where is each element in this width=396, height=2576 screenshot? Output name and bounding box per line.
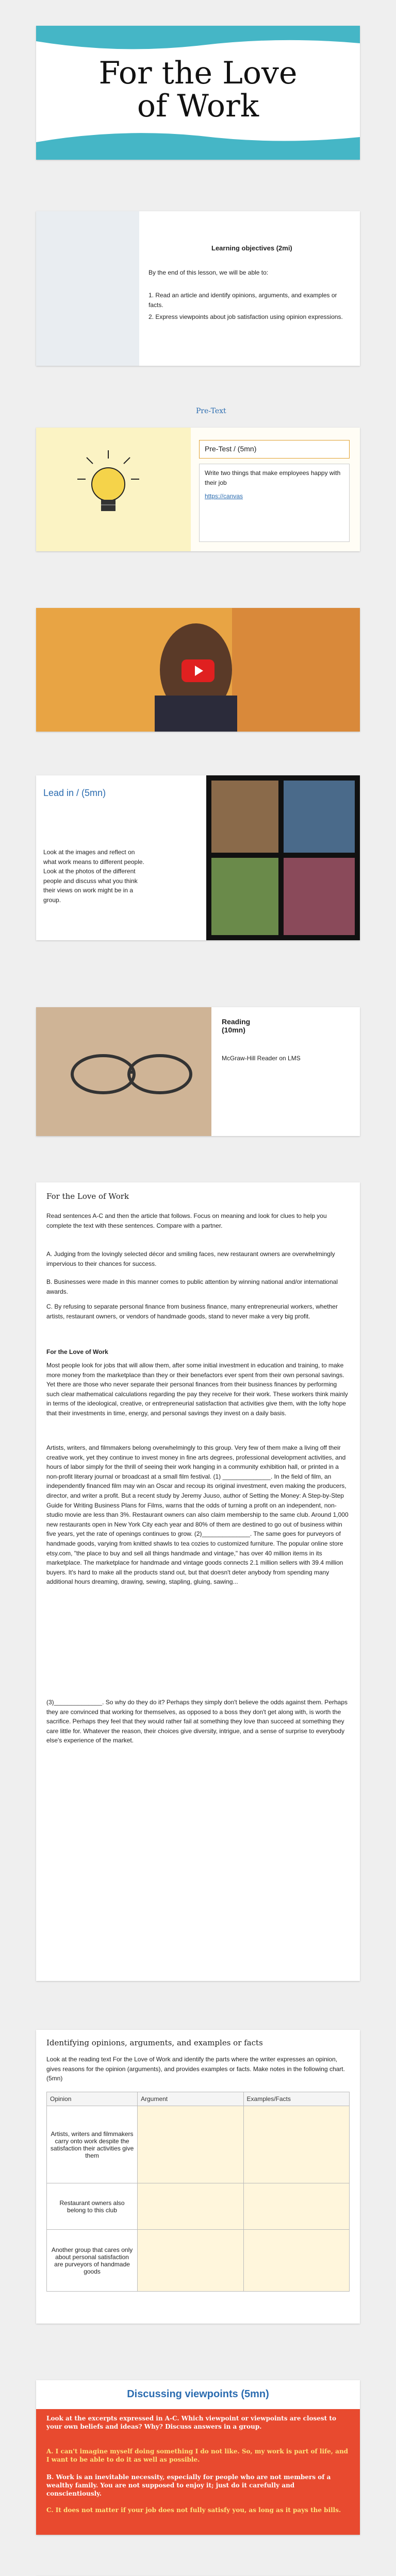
page-title xyxy=(36,57,360,123)
leadin-card xyxy=(36,775,360,940)
reading-image xyxy=(36,1007,211,1136)
viewpoints-table-wrap xyxy=(46,2092,350,2292)
discussing-card xyxy=(36,2380,360,2535)
leadin-image xyxy=(206,775,360,940)
article-sentence-b: B. Businesses were made in this manner comes to public attention by winning national and/or international awards. xyxy=(46,1278,338,1295)
discussing-question: Look at the excerpts expressed in A-C. Which viewpoint or viewpoints are closest to your own beliefs and ideas? Why? Discuss answers in a group. xyxy=(46,2415,336,2431)
viewpoints-header-argument: Argument xyxy=(138,2092,243,2106)
reading-card xyxy=(36,1007,360,1136)
viewpoints-table xyxy=(46,2092,350,2292)
viewpoints-examples-input[interactable] xyxy=(243,2183,349,2230)
video-play-button[interactable] xyxy=(182,659,214,682)
article-instructions: Read sentences A-C and then the article that follows. Focus on meaning and look for clues to help you complete the text with these sentences. Compare with a partner. xyxy=(46,1212,327,1229)
page-title-line2: of Work xyxy=(137,88,259,124)
viewpoints-card xyxy=(36,2030,360,2324)
pretext-label: Pre-Text xyxy=(196,407,226,415)
viewpoints-argument-input[interactable] xyxy=(138,2230,243,2292)
objectives-item-2: 2. Express viewpoints about job satisfaction using opinion expressions. xyxy=(148,313,343,320)
play-icon xyxy=(182,659,214,682)
objectives-heading: Learning objectives (2mi) xyxy=(211,244,292,252)
pretest-answer-box[interactable] xyxy=(199,464,350,542)
pretest-title-box xyxy=(199,440,350,459)
article-subtitle: For the Love of Work xyxy=(46,1348,108,1355)
lightbulb-icon xyxy=(36,428,191,551)
pretest-card xyxy=(36,428,360,551)
table-row xyxy=(47,2230,350,2292)
reading-title: Reading (10mn) xyxy=(222,1018,251,1034)
objectives-intro: By the end of this lesson, we will be able to: xyxy=(148,269,269,276)
article-sentence-a: A. Judging from the lovingly selected décor and smiling faces, new restaurant owners are overwhelmingly impervious to their chances for success. xyxy=(46,1250,335,1267)
page-title-line1: For the Love xyxy=(98,55,298,91)
article-paragraph-1: Most people look for jobs that will allow them, after some initial investment in education and training, to make more money from the marketplace than they or their benefactors ever spent from their own personal savings. Yet there are those who never separate their personal finances from their business finances by performing such clear mathematical calculations regarding the pay they receive for their work. These workers think mainly in terms of the ideological, creative, or entrepreneurial satisfaction that activities give them, with the lofty hope that their investments in time, energy, and personal savings they invest on a daily basis. xyxy=(46,1362,348,1417)
viewpoints-header-opinion: Opinion xyxy=(47,2092,138,2106)
objectives-left-panel xyxy=(36,211,139,366)
pretest-title: Pre-Test / (5mn) xyxy=(205,445,257,453)
pretest-link[interactable]: https://canvas xyxy=(205,493,243,500)
viewpoints-header-examples: Examples/Facts xyxy=(243,2092,349,2106)
discussing-title: Discussing viewpoints (5mn) xyxy=(127,2388,269,2400)
viewpoints-argument-input[interactable] xyxy=(138,2183,243,2230)
viewpoints-argument-input[interactable] xyxy=(138,2106,243,2183)
pretest-prompt: Write two things that make employees happy with their job xyxy=(205,469,341,486)
pretest-image xyxy=(36,428,191,551)
viewpoints-examples-input[interactable] xyxy=(243,2106,349,2183)
article-paragraph-3: (3)______________. So why do they do it? Perhaps they simply don't believe the odds against them. Perhaps they are convinced that working for themselves, as opposed to a boss they don't get along with, is worth the sacrifice. Perhaps they feel that they would rather fail at something they love than succeed at something they care little for. Whatever the reason, their choices give diversity, intrigue, and a sense of surprise to everybody else's experience of the market. xyxy=(46,1699,348,1744)
viewpoints-opinion-cell: Another group that cares only about personal satisfaction are purveyors of handmade goods xyxy=(47,2230,138,2292)
reading-subtitle[interactable]: McGraw-Hill Reader on LMS xyxy=(222,1055,301,1062)
table-row xyxy=(47,2183,350,2230)
header-card xyxy=(36,26,360,160)
leadin-body: Look at the images and reflect on what work means to different people. Look at the photos of the different people and discuss what you think their views on work might be in a group. xyxy=(43,849,144,904)
article-paragraph-2: Artists, writers, and filmmakers belong overwhelmingly to this group. Very few of them make a living off their creative work, yet they continue to invest money in fine arts degrees, professional development activities, and hours of labor simply for the thrill of seeing their work hanging in a community exhibition hall, or printed in a non-profit literary journal or broadcast at a small film festival. (1) ______________. In the field of film, an independently financed film may win an Oscar and recoup its original investment, even making the producers, director, and writer a profit. But a recent study by Jeremy Juuso, author of Setting the Money: A Step-by-Step Guide for Writing Business Plans for Films, warns that the odds of turning a profit on an independent, non-studio movie are less than 3%. Restaurant owners can also claim membership to the same club. Around 1,000 new restaurants open in New York City each year and 80% of them are destined to go out of business within five years, yet the rate of openings continues to grow. (2)______________. The same goes for purveyors of handmade goods, varying from knitted shawls to tea cozies to customized furniture. The popular online store etsy.com, "the place to buy and sell all things handmade and vintage," has over 40 million items in its marketplace. The marketplace for handmade and vintage goods connects 2.1 million sellers with 39.4 million buyers. It's hard to make all the products stand out, but that doesn't deter anybody from spending many additional hours dreaming, drawing, sewing, stapling, gluing, sawing... xyxy=(46,1444,349,1586)
objectives-item-1: 1. Read an article and identify opinions, arguments, and examples or facts. xyxy=(148,292,337,309)
objectives-card xyxy=(36,211,360,366)
article-title: For the Love of Work xyxy=(46,1192,129,1201)
leadin-title: Lead in / (5mn) xyxy=(43,788,106,798)
viewpoints-title: Identifying opinions, arguments, and examples or facts xyxy=(46,2038,263,2047)
discussing-option-b: B. Work is an inevitable necessity, especially for people who are not members of a wealthy family. You are not supposed to enjoy it; just do it carefully and conscientiously. xyxy=(46,2473,331,2498)
article-sentence-c: C. By refusing to separate personal finance from business finance, many entrepreneurial workers, whether artists, restaurant owners, or vendors of handmade goods, stand to never make a very big profit. xyxy=(46,1303,338,1320)
viewpoints-examples-input[interactable] xyxy=(243,2230,349,2292)
viewpoints-instructions: Look at the reading text For the Love of Work and identify the parts where the writer expresses an opinion, gives reasons for the opinion (arguments), and provides examples or facts. Make notes in the following chart. (5mn) xyxy=(46,2056,345,2082)
viewpoints-opinion-cell: Artists, writers and filmmakers carry onto work despite the satisfaction their activities give them xyxy=(47,2106,138,2183)
people-collage-image xyxy=(206,775,360,940)
discussing-option-c: C. It does not matter if your job does not fully satisfy you, as long as it pays the bills. xyxy=(46,2506,341,2514)
discussing-option-a: A. I can't imagine myself doing something I do not like. So, my work is part of life, and I want to be able to do it as well as possible. xyxy=(46,2448,349,2464)
viewpoints-opinion-cell: Restaurant owners also belong to this club xyxy=(47,2183,138,2230)
video-card xyxy=(36,608,360,732)
table-row xyxy=(47,2106,350,2183)
article-card xyxy=(36,1182,360,1981)
glasses-book-image xyxy=(36,1007,211,1136)
